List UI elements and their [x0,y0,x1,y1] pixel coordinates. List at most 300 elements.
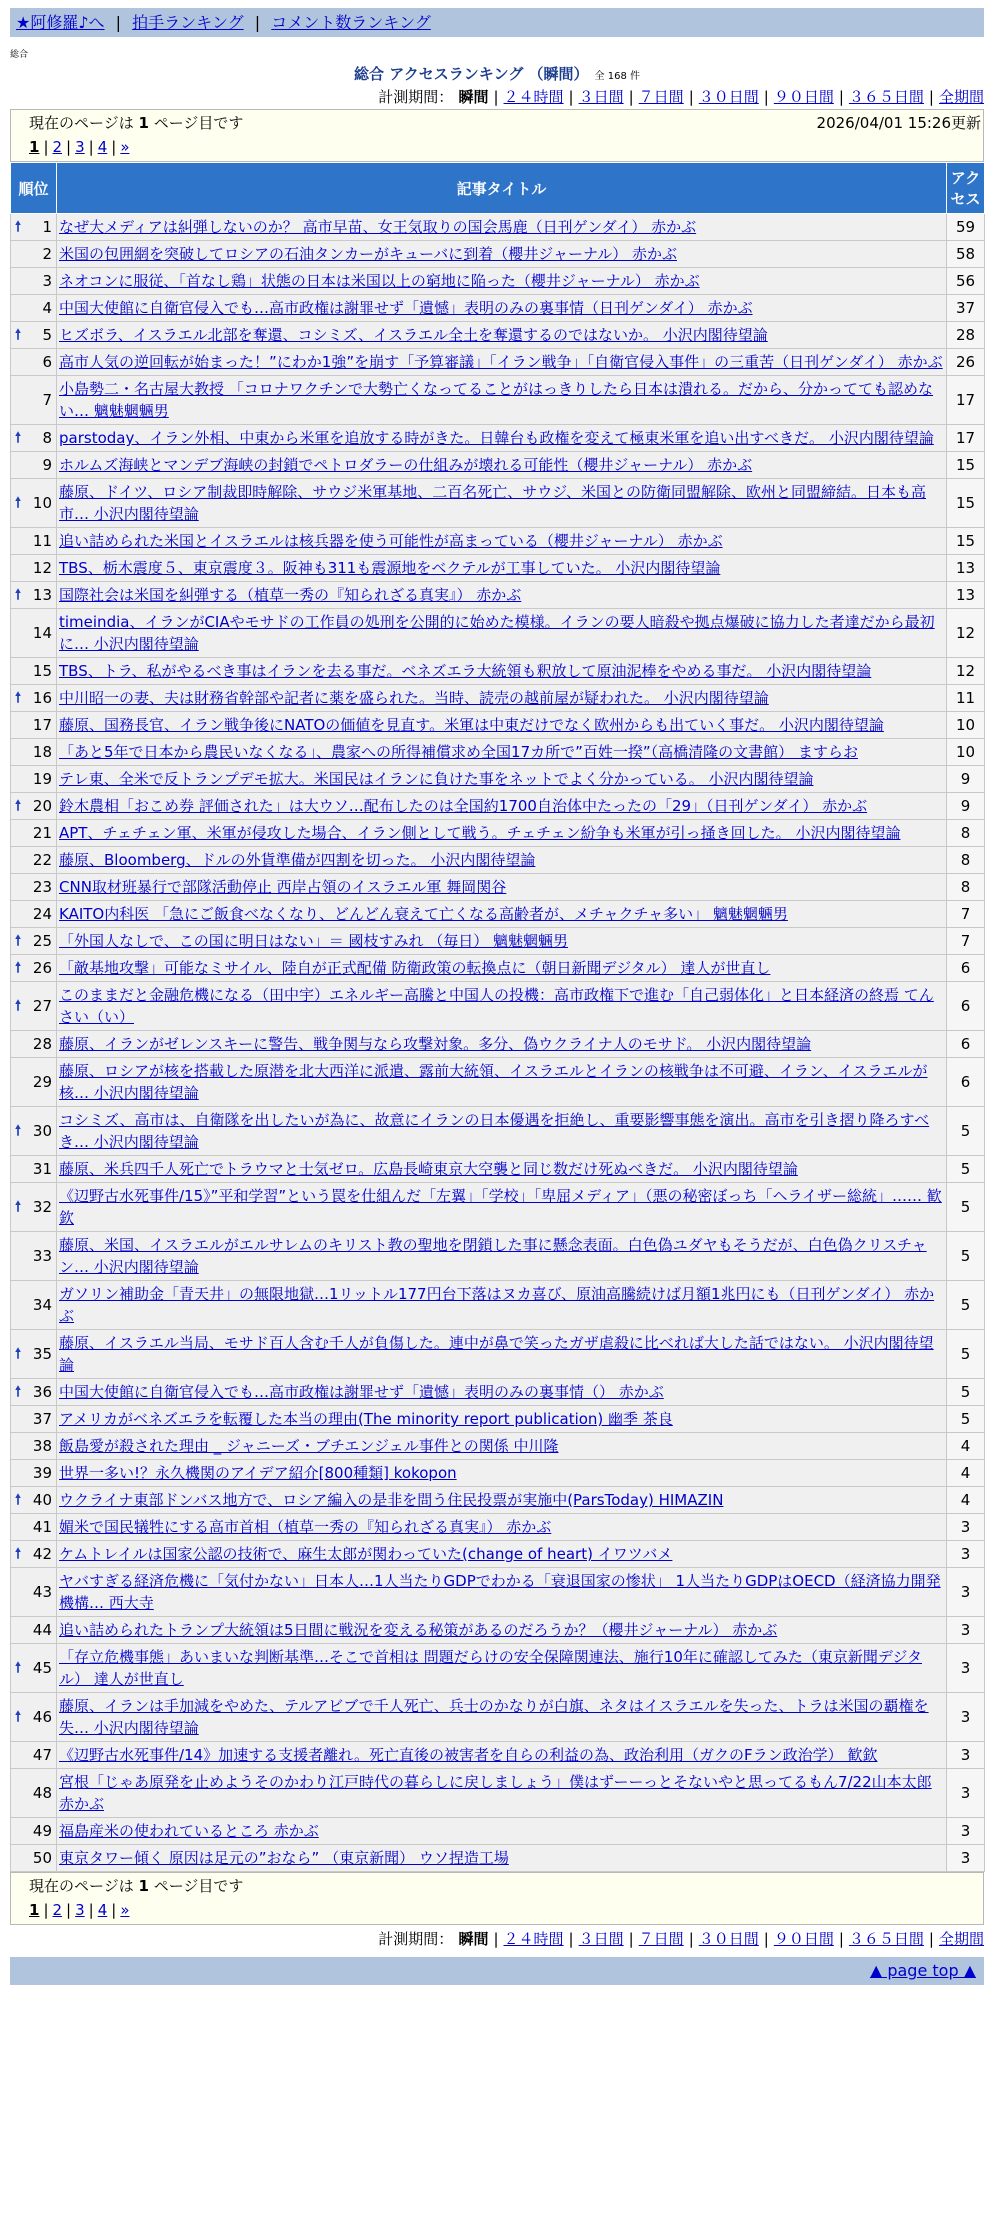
period-link-0[interactable]: ２４時間 [503,88,564,106]
access-count: 4 [947,1433,985,1460]
access-count: 12 [947,609,985,658]
period-separator: | [628,88,634,106]
title-cell [57,1281,947,1330]
title-cell [57,479,947,528]
access-count: 8 [947,820,985,847]
rank-number: 27 [32,997,52,1015]
title-cell [57,1769,947,1818]
rank-cell [11,658,57,685]
rank-cell [11,241,57,268]
table-row [11,1460,985,1487]
rank-cell [11,712,57,739]
access-count: 3 [947,1617,985,1644]
rank-cell [11,1568,57,1617]
page-status: 現在のページは 1 ページ目です [29,1877,244,1895]
rank-number: 46 [32,1708,52,1726]
access-count: 5 [947,1379,985,1406]
title-cell [57,1845,947,1872]
article-link[interactable]: このままだと金融危機になる（田中宇）エネルギー高騰と中国人の投機：高市政権下で進む「自己弱体化」と日本経済の終焉 てんさい（い） [59,986,934,1026]
next-page-link[interactable]: » [120,138,130,156]
rank-number: 21 [32,824,52,842]
home-link[interactable]: ★阿修羅♪へ [16,13,105,32]
period-link-6[interactable]: 全期間 [938,88,984,106]
rank-number: 47 [32,1746,52,1764]
table-row [11,1433,985,1460]
article-link[interactable]: 世界一多い!？永久機関のアイデア紹介[800種類] kokopon [59,1464,457,1482]
table-row [11,1379,985,1406]
table-row [11,1058,985,1107]
rank-cell [11,528,57,555]
access-count: 26 [947,349,985,376]
pager-bottom [10,1872,984,1925]
access-count: 11 [947,685,985,712]
page-title-text: 総合 アクセスランキング （瞬間） [354,65,589,83]
title-cell [57,1487,947,1514]
rank-number: 50 [32,1849,52,1867]
rank-cell [11,582,57,609]
access-count: 3 [947,1514,985,1541]
article-link[interactable]: 中国大使館に自衛官侵入でも…高市政権は謝罪せず「遺憾」表明のみの裏事情（日刊ゲンダイ） 赤かぶ [59,299,753,317]
article-link[interactable]: 藤原、ロシアが核を搭載した原潜を北大西洋に派遣、露前大統領、イスラエルとイランの核戦争は不可避、イラン、イスラエルが核… 小沢内閣待望論 [59,1062,928,1102]
title-cell [57,268,947,295]
rank-number: 7 [42,391,52,409]
rank-cell [11,793,57,820]
access-count: 10 [947,712,985,739]
title-cell [57,739,947,766]
page-top-link[interactable]: ▲ page top ▲ [869,1961,976,1980]
rank-cell [11,214,57,241]
rank-cell [11,425,57,452]
table-row [11,241,985,268]
access-count: 4 [947,1460,985,1487]
access-count: 58 [947,241,985,268]
period-link-3[interactable]: ３０日間 [698,1930,759,1948]
rank-cell [11,1617,57,1644]
up-arrow-icon: 🠕 [15,495,22,511]
article-link[interactable]: 藤原、イランがゼレンスキーに警告、戦争関与なら攻撃対象。多分、偽ウクライナ人のモサド。 小沢内閣待望論 [59,1035,812,1053]
table-row [11,685,985,712]
article-link[interactable]: 福島産米の使われているところ 赤かぶ [59,1822,319,1840]
rank-cell [11,874,57,901]
period-separator: | [493,1930,499,1948]
rank-cell [11,1031,57,1058]
table-row [11,452,985,479]
rank-number: 5 [42,326,52,344]
access-count: 10 [947,739,985,766]
period-separator: | [628,1930,634,1948]
article-link[interactable]: 媚米で国民犠牲にする高市首相（植草一秀の『知られざる真実』） 赤かぶ [59,1518,552,1536]
title-cell [57,582,947,609]
page-separator: | [43,1901,49,1919]
article-link[interactable]: TBS、栃木震度５、東京震度３。阪神も311も震源地をベクテルが工事していた。 小沢内閣待望論 [59,559,721,577]
period-link-1[interactable]: ３日間 [578,1930,624,1948]
table-row [11,268,985,295]
article-link[interactable]: parstoday、イラン外相、中東から米軍を追放する時がきた。日韓台も政権を変えて極東米軍を追い出すべきだ。 小沢内閣待望論 [59,429,934,447]
rank-number: 14 [32,624,52,642]
rank-number: 33 [32,1247,52,1265]
article-link[interactable]: 《辺野古水死事件/14》加速する支援者離れ。死亡直後の被害者を自らの利益の為、政治利用（ガクのFラン政治学） 歓欽 [59,1746,878,1764]
nav-separator: | [254,13,261,32]
title-cell [57,793,947,820]
page-separator: | [111,1901,117,1919]
table-row [11,528,985,555]
rank-number: 29 [32,1073,52,1091]
title-cell [57,1617,947,1644]
table-row [11,376,985,425]
title-cell [57,425,947,452]
access-count: 13 [947,582,985,609]
up-arrow-icon: 🠕 [15,219,22,235]
title-cell [57,322,947,349]
period-separator: | [838,1930,844,1948]
rank-number: 28 [32,1035,52,1053]
article-link[interactable]: 「存立危機事態」あいまいな判断基準…そこで首相は 問題だらけの安全保障関連法、施行10年に確認してみた（東京新聞デジタル） 達人が世直し [59,1648,922,1688]
article-link[interactable]: ヒズボラ、イスラエル北部を奪還、コシミズ、イスラエル全土を奪還するのではないか。 小沢内閣待望論 [59,326,768,344]
access-count: 3 [947,1818,985,1845]
access-count: 3 [947,1845,985,1872]
rank-cell [11,609,57,658]
article-link[interactable]: 藤原、イランは手加減をやめた、テルアビブで千人死亡、兵士のかなりが白旗、ネタはイスラエルを失った、トラは米国の覇権を失… 小沢内閣待望論 [59,1697,929,1737]
article-link[interactable]: 《辺野古水死事件/15》”平和学習”という罠を仕組んだ「左翼」「学校」「卑屈メディア」（悪の秘密ぼっち「ヘライザー総統」…… 歓欽 [59,1187,942,1227]
table-row [11,901,985,928]
page-link-2[interactable]: 2 [52,138,63,156]
up-arrow-icon: 🠕 [15,327,22,343]
period-link-2[interactable]: ７日間 [638,88,684,106]
up-arrow-icon: 🠕 [15,1346,22,1362]
page-link-2[interactable]: 2 [52,1901,63,1919]
article-link[interactable]: ネオコンに服従、「首なし鶏」状態の日本は米国以上の窮地に陥った（櫻井ジャーナル） 赤かぶ [59,272,700,290]
article-link[interactable]: timeindia、イランがCIAやモサドの工作員の処刑を公開的に始めた模様。イランの要人暗殺や拠点爆破に協力した者達だから最初に… 小沢内閣待望論 [59,613,935,653]
up-arrow-icon: 🠕 [15,430,22,446]
page-link-4[interactable]: 4 [97,138,108,156]
article-link[interactable]: TBS、トラ、私がやるべき事はイランを去る事だ。ベネズエラ大統領も釈放して原油泥棒をやめる事だ。 小沢内閣待望論 [59,662,872,680]
title-cell [57,609,947,658]
article-link[interactable]: 「敵基地攻撃」可能なミサイル、陸自が正式配備 防衛政策の転換点に（朝日新聞デジタル） 達人が世直し [59,959,771,977]
table-row [11,322,985,349]
period-separator: | [568,1930,574,1948]
access-count: 5 [947,1232,985,1281]
rank-number: 3 [42,272,52,290]
title-cell [57,452,947,479]
access-count: 3 [947,1644,985,1693]
access-count: 5 [947,1107,985,1156]
rank-cell [11,1406,57,1433]
access-count: 5 [947,1183,985,1232]
page-link-4[interactable]: 4 [97,1901,108,1919]
next-page-link[interactable]: » [120,1901,130,1919]
article-link[interactable]: 国際社会は米国を糾弾する（植草一秀の『知られざる真実』） 赤かぶ [59,586,522,604]
rank-number: 41 [32,1518,52,1536]
article-link[interactable]: ガソリン補助金「青天井」の無限地獄…1リットル177円台下落はヌカ喜び、原油高騰続けば月額1兆円にも（日刊ゲンダイ） 赤かぶ [59,1285,935,1325]
article-link[interactable]: ヤバすぎる経済危機に「気付かない」日本人…1人当たりGDPでわかる「衰退国家の惨状」 1人当たりGDPはOECD（経済協力開発機構… 西大寺 [59,1572,941,1612]
title-cell [57,241,947,268]
access-count: 5 [947,1156,985,1183]
period-separator: | [763,88,769,106]
rank-number: 45 [32,1659,52,1677]
period-separator: | [493,88,499,106]
ranking-table [10,162,985,1872]
article-link[interactable]: 中国大使館に自衛官侵入でも…高市政権は謝罪せず「遺憾」表明のみの裏事情（） 赤かぶ [59,1383,664,1401]
table-row [11,295,985,322]
page-link-3[interactable]: 3 [75,138,85,156]
up-arrow-icon: 🠕 [15,1123,22,1139]
table-row [11,349,985,376]
article-link[interactable]: 飯島愛が殺された理由 _ ジャニーズ・ブチエンジェル事件との関係 中川隆 [59,1437,559,1455]
rank-cell [11,982,57,1031]
table-row [11,1644,985,1693]
table-row [11,955,985,982]
nav-separator: | [115,13,122,32]
title-cell [57,1514,947,1541]
table-row [11,1514,985,1541]
rank-cell [11,766,57,793]
rank-number: 32 [32,1198,52,1216]
title-cell [57,1107,947,1156]
period-current: 瞬間 [453,1930,489,1948]
up-arrow-icon: 🠕 [15,798,22,814]
access-count: 9 [947,766,985,793]
page-separator: | [66,1901,72,1919]
access-count: 6 [947,982,985,1031]
up-arrow-icon: 🠕 [15,933,22,949]
title-cell [57,1541,947,1568]
article-link[interactable]: アメリカがベネズエラを転覆した本当の理由(The minority report publication) 幽季 茶良 [59,1410,673,1428]
title-cell [57,295,947,322]
article-link[interactable]: ホルムズ海峡とマンデブ海峡の封鎖でペトロダラーの仕組みが壊れる可能性（櫻井ジャーナル） 赤かぶ [59,456,753,474]
up-arrow-icon: 🠕 [15,1384,22,1400]
period-label: 計測期間： [378,88,454,106]
rank-number: 49 [32,1822,52,1840]
table-row [11,847,985,874]
article-link[interactable]: 鈴木農相「おこめ券 評価された」は大ウソ…配布したのは全国約1700自治体中たったの「29」（日刊ゲンダイ） 赤かぶ [59,797,868,815]
access-count: 6 [947,955,985,982]
rank-cell [11,479,57,528]
rank-number: 10 [32,494,52,512]
table-row [11,712,985,739]
col-title-header: 記事タイトル [57,163,947,214]
period-link-0[interactable]: ２４時間 [503,1930,564,1948]
period-label: 計測期間： [378,1930,454,1948]
rank-number: 43 [32,1583,52,1601]
up-arrow-icon: 🠕 [15,960,22,976]
article-link[interactable]: KAITO内科医 「急にご飯食べなくなり、どんどん衰えて亡くなる高齢者が、メチャクチャ多い」 魑魅魍魎男 [59,905,788,923]
article-link[interactable]: 小島勢二・名古屋大教授 「コロナワクチンで大勢亡くなってることがはっきりしたら日本は潰れる。だから、分かってても認めない… 魑魅魍魎男 [59,380,934,420]
article-link[interactable]: 藤原、イスラエル当局、モサド百人含む千人が負傷した。連中が鼻で笑ったガザ虐殺に比べれば大した話ではない。 小沢内閣待望論 [59,1334,934,1374]
period-link-3[interactable]: ３０日間 [698,88,759,106]
title-cell [57,376,947,425]
access-count: 37 [947,295,985,322]
rank-number: 25 [32,932,52,950]
article-link[interactable]: 米国の包囲網を突破してロシアの石油タンカーがキューバに到着（櫻井ジャーナル） 赤かぶ [59,245,677,263]
title-cell [57,1818,947,1845]
page-separator: | [88,138,94,156]
page-links [29,135,983,159]
up-arrow-icon: 🠕 [15,998,22,1014]
article-link[interactable]: コシミズ、高市は、自衛隊を出したいが為に、故意にイランの日本優遇を拒絶し、重要影響事態を演出。高市を引き摺り降ろすべき… 小沢内閣待望論 [59,1111,930,1151]
period-link-5[interactable]: ３６５日間 [848,88,924,106]
table-row [11,1406,985,1433]
rank-number: 37 [32,1410,52,1428]
article-link[interactable]: ウクライナ東部ドンバス地方で、ロシア編入の是非を問う住民投票が実施中(ParsToday) HIMAZIN [59,1491,724,1509]
table-row [11,1845,985,1872]
table-row [11,1769,985,1818]
access-count: 3 [947,1568,985,1617]
access-count: 5 [947,1330,985,1379]
rank-number: 22 [32,851,52,869]
title-cell [57,928,947,955]
rank-cell [11,1514,57,1541]
page-separator: | [66,138,72,156]
col-rank-header: 順位 [11,163,57,214]
table-row [11,1031,985,1058]
rank-cell [11,1058,57,1107]
rank-number: 36 [32,1383,52,1401]
article-link[interactable]: 高市人気の逆回転が始まった！”にわか1強”を崩す「予算審議」「イラン戦争」「自衛官侵入事件」の三重苦（日刊ゲンダイ） 赤かぶ [59,353,943,371]
rank-cell [11,1330,57,1379]
rank-cell [11,1433,57,1460]
article-link[interactable]: 中川昭一の妻、夫は財務省幹部や記者に薬を盛られた。当時、読売の越前屋が疑われた。 小沢内閣待望論 [59,689,769,707]
title-cell [57,1031,947,1058]
rank-cell [11,1281,57,1330]
table-row [11,1232,985,1281]
access-count: 3 [947,1541,985,1568]
rank-number: 16 [32,689,52,707]
period-link-4[interactable]: ９０日間 [773,88,834,106]
up-arrow-icon: 🠕 [15,587,22,603]
table-row [11,1568,985,1617]
period-link-5[interactable]: ３６５日間 [848,1930,924,1948]
table-row [11,1281,985,1330]
up-arrow-icon: 🠕 [15,690,22,706]
applause-ranking-link[interactable]: 拍手ランキング [132,13,244,32]
rank-number: 34 [32,1296,52,1314]
rank-number: 4 [42,299,52,317]
rank-number: 38 [32,1437,52,1455]
rank-cell [11,739,57,766]
total-count: 全 168 件 [594,71,640,82]
up-arrow-icon: 🠕 [15,1709,22,1725]
comment-ranking-link[interactable]: コメント数ランキング [271,13,431,32]
rank-number: 17 [32,716,52,734]
rank-number: 15 [32,662,52,680]
page-separator: | [43,138,49,156]
table-row [11,793,985,820]
table-row [11,555,985,582]
table-row [11,982,985,1031]
article-link[interactable]: 藤原、ドイツ、ロシア制裁即時解除、サウジ米軍基地、二百名死亡、サウジ、米国との防衛同盟解除、欧州と同盟締結。日本も高市… 小沢内閣待望論 [59,483,927,523]
access-count: 15 [947,452,985,479]
page-status: 現在のページは 1 ページ目です [29,114,244,132]
access-count: 4 [947,1487,985,1514]
access-count: 7 [947,928,985,955]
article-link[interactable]: 藤原、国務長官、イラン戦争後にNATOの価値を見直す。米軍は中東だけでなく欧州からも出ていく事だ。 小沢内閣待望論 [59,716,884,734]
article-link[interactable]: 追い詰められた米国とイスラエルは核兵器を使う可能性が高まっている（櫻井ジャーナル） 赤かぶ [59,532,723,550]
page-separator: | [111,138,117,156]
rank-cell [11,685,57,712]
table-row [11,609,985,658]
rank-cell [11,349,57,376]
article-link[interactable]: CNN取材班暴行で部隊活動停止 西岸占領のイスラエル軍 舞岡関谷 [59,878,507,896]
title-cell [57,874,947,901]
rank-cell [11,1156,57,1183]
title-cell [57,901,947,928]
article-link[interactable]: ケムトレイルは国家公認の技術で、麻生太郎が関わっていた(change of heart) イワツバメ [59,1545,673,1563]
title-cell [57,982,947,1031]
up-arrow-icon: 🠕 [15,1546,22,1562]
period-link-1[interactable]: ３日間 [578,88,624,106]
rank-cell [11,268,57,295]
period-link-2[interactable]: ７日間 [638,1930,684,1948]
rank-cell [11,555,57,582]
period-separator: | [928,88,934,106]
rank-number: 42 [32,1545,52,1563]
period-selector [10,1927,984,1951]
access-count: 13 [947,555,985,582]
table-row [11,1693,985,1742]
rank-number: 12 [32,559,52,577]
article-link[interactable]: なぜ大メディアは糾弾しないのか？ 高市早苗、女王気取りの国会馬鹿（日刊ゲンダイ） 赤かぶ [59,218,697,236]
rank-cell [11,452,57,479]
article-link[interactable]: 「外国人なしで、この国に明日はない」＝ 國枝すみれ （毎日） 魑魅魍魎男 [59,932,569,950]
article-link[interactable]: 藤原、米兵四千人死亡でトラウマと士気ゼロ。広島長崎東京大空襲と同じ数だけ死ぬべきだ。 小沢内閣待望論 [59,1160,798,1178]
article-link[interactable]: 宮根「じゃあ原発を止めようそのかわり江戸時代の暮らしに戻しましょう」僕はずーーっとそないやと思ってるもん7/22山本太郎 赤かぶ [59,1773,932,1813]
table-row [11,928,985,955]
rank-number: 23 [32,878,52,896]
updated-time: 2026/04/01 15:26更新 [816,114,981,132]
page-link-3[interactable]: 3 [75,1901,85,1919]
rank-number: 19 [32,770,52,788]
access-count: 3 [947,1742,985,1769]
table-row [11,1107,985,1156]
table-row [11,1183,985,1232]
title-cell [57,1183,947,1232]
table-row [11,1818,985,1845]
article-link[interactable]: 藤原、米国、イスラエルがエルサレムのキリスト教の聖地を閉鎖した事に懸念表面。白色偽ユダヤもそうだが、白色偽クリスチャン… 小沢内閣待望論 [59,1236,927,1276]
article-link[interactable]: 追い詰められたトランプ大統領は5日間に戦況を変える秘策があるのだろうか？（櫻井ジャーナル） 赤かぶ [59,1621,778,1639]
rank-cell [11,955,57,982]
rank-cell [11,1818,57,1845]
period-selector [10,85,984,109]
rank-number: 8 [42,429,52,447]
access-count: 56 [947,268,985,295]
title-cell [57,1379,947,1406]
title-cell [57,955,947,982]
rank-number: 26 [32,959,52,977]
rank-number: 18 [32,743,52,761]
article-link[interactable]: テレ東、全米で反トランプデモ拡大。米国民はイランに負けた事をネットでよく分かっている。 小沢内閣待望論 [59,770,814,788]
access-count: 5 [947,1406,985,1433]
period-separator: | [763,1930,769,1948]
period-link-6[interactable]: 全期間 [938,1930,984,1948]
period-separator: | [838,88,844,106]
article-link[interactable]: 「あと5年で日本から農民いなくなる」、農家への所得補償求め全国17カ所で”百姓一揆”（高橋清隆の文書館） ますらお [59,743,858,761]
table-row [11,874,985,901]
rank-cell [11,295,57,322]
current-page: 1 [29,138,40,156]
rank-number: 40 [32,1491,52,1509]
period-separator: | [568,88,574,106]
article-link[interactable]: APT、チェチェン軍、米軍が侵攻した場合、イラン側として戦う。チェチェン紛争も米軍が引っ掻き回した。 小沢内閣待望論 [59,824,901,842]
rank-cell [11,1107,57,1156]
pager-top [10,109,984,162]
period-link-4[interactable]: ９０日間 [773,1930,834,1948]
rank-cell [11,322,57,349]
rank-cell [11,1183,57,1232]
article-link[interactable]: 東京タワー傾く 原因は足元の”おなら” （東京新聞） ウソ捏造工場 [59,1849,509,1867]
rank-cell [11,928,57,955]
article-link[interactable]: 藤原、Bloomberg、ドルの外貨準備が四割を切った。 小沢内閣待望論 [59,851,536,869]
rank-cell [11,1845,57,1872]
